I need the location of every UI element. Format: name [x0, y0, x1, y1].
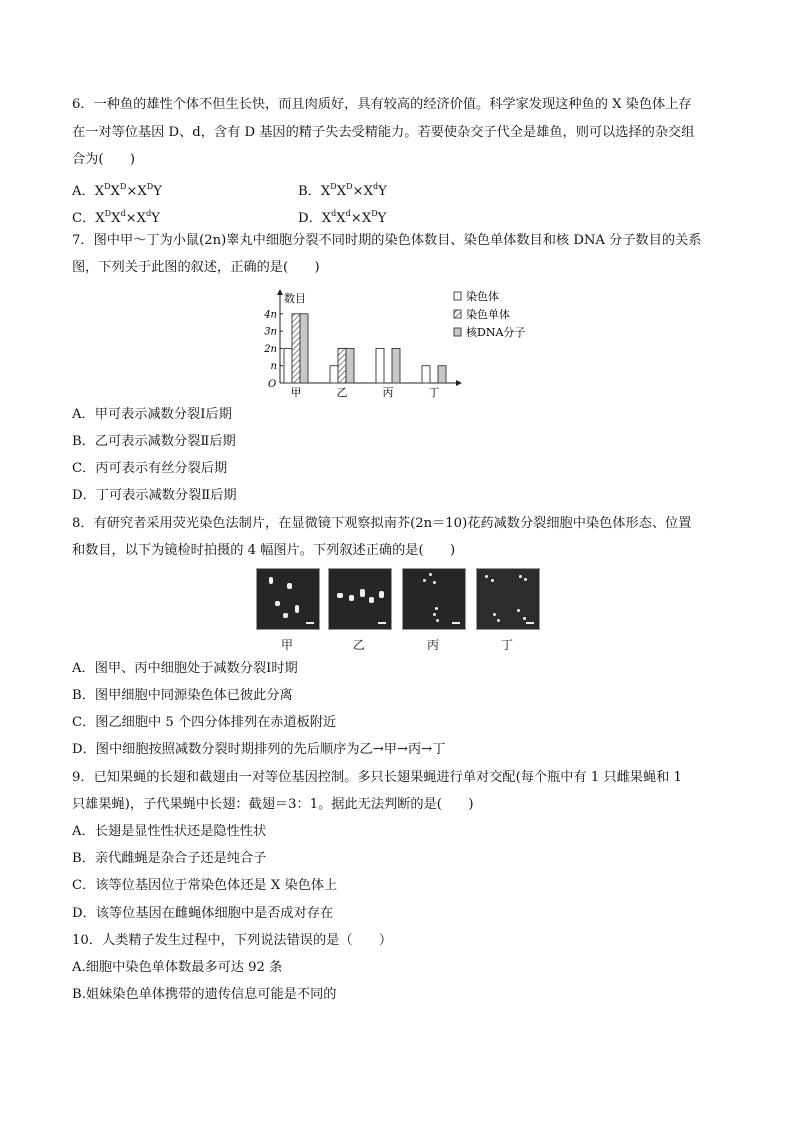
q6-d-sup: d — [345, 209, 351, 218]
photo-label-bing: 丙 — [426, 638, 439, 652]
q7-option-a: A．甲可表示减数分裂Ⅰ后期 — [72, 407, 232, 422]
bar-chromosome — [422, 366, 430, 383]
bar-chromatid — [338, 348, 346, 383]
q8-option-d: D．图中细胞按照减数分裂时期排列的先后顺序为乙→甲→丙→丁 — [72, 742, 446, 757]
q8-stem-line-2: 和数目，以下为镜检时拍摄的 4 幅图片。下列叙述正确的是( ) — [72, 543, 456, 558]
micrograph-bing — [402, 568, 466, 630]
y-axis-label: 数目 — [284, 292, 306, 305]
chart-svg — [258, 288, 558, 400]
q6-c-sup: d — [120, 209, 126, 218]
micrograph-jia — [256, 568, 320, 630]
q6-option-c — [72, 205, 160, 228]
photo-label-ding: 丁 — [500, 638, 513, 652]
q6-d-sup: d — [331, 209, 337, 218]
q6-option-b — [298, 178, 387, 201]
q6-option-a — [72, 178, 162, 201]
x-tick-label: 乙 — [336, 386, 348, 399]
q8-stem-line-1: 8．有研究者采用荧光染色法制片，在显微镜下观察拟南芥(2n＝10)花药减数分裂细胞中染色体形态、位置 — [72, 516, 692, 531]
y-tick-label: 4n — [264, 309, 277, 321]
y-axis-arrow — [277, 289, 283, 295]
x-axis-arrow — [456, 380, 462, 386]
photo-label-jia: 甲 — [280, 638, 293, 652]
bar-chromosome — [376, 348, 384, 383]
q9-option-a: A．长翅是显性性状还是隐性性状 — [72, 824, 267, 839]
q6-a-text: X — [110, 184, 120, 199]
micrograph-yi — [328, 568, 392, 630]
y-tick-label: 2n — [264, 343, 277, 355]
legend-label: 染色体 — [466, 290, 499, 303]
y-tick-label: 3n — [264, 326, 277, 338]
q6-option-d — [298, 205, 386, 228]
q9-stem-line-2: 只雄果蝇)，子代果蝇中长翅：截翅＝3：1。据此无法判断的是( ) — [72, 797, 474, 812]
x-tick-label: 丙 — [382, 386, 394, 399]
bar-chromatid — [292, 314, 300, 383]
q6-d-text: X — [336, 211, 346, 226]
q6-a-sup: D — [146, 182, 154, 191]
q9-option-c: C．该等位基因位于常染色体还是 X 染色体上 — [72, 878, 338, 893]
x-tick-label: 丁 — [428, 386, 440, 399]
q6-stem-line-1: 6．一种鱼的雄性个体不但生长快，而且肉质好，具有较高的经济价值。科学家发现这种鱼的 X 染色体上存 — [72, 97, 692, 112]
q6-c-sup: d — [146, 209, 152, 218]
bar-dna — [392, 348, 400, 383]
bar-chromosome — [284, 348, 292, 383]
bar-dna — [346, 348, 354, 383]
q6-stem-line-2: 在一对等位基因 D、d，含有 D 基因的精子失去受精能力。若要使杂交子代全是雄鱼，则可以选择的杂交组 — [72, 125, 695, 140]
q9-option-d: D．该等位基因在雌蝇体细胞中是否成对存在 — [72, 906, 334, 921]
q6-a-text: Y — [153, 184, 162, 199]
x-tick-label: 甲 — [290, 386, 302, 399]
q9-option-b: B．亲代雌蝇是杂合子还是纯合子 — [72, 851, 267, 866]
q7-stem-line-1: 7．图中甲～丁为小鼠(2n)睾丸中细胞分裂不同时期的染色体数目、染色单体数目和核 DNA 分子数目的关系 — [72, 233, 702, 248]
legend-swatch — [454, 310, 461, 318]
q8-option-b: B．图甲细胞中同源染色体已彼此分离 — [72, 688, 293, 703]
q6-c-text: ×X — [125, 211, 147, 226]
micrograph-ding — [476, 568, 540, 630]
q6-c-text: X — [111, 211, 121, 226]
origin-label: O — [268, 379, 277, 390]
legend-label: 染色单体 — [466, 308, 510, 321]
q10-option-a: A.细胞中染色单体数最多可达 92 条 — [72, 960, 283, 975]
q8-option-a: A．图甲、丙中细胞处于减数分裂Ⅰ时期 — [72, 661, 298, 676]
q6-b-text: X — [336, 184, 347, 199]
q6-b-sup: d — [372, 182, 379, 191]
q6-d-text: D．X — [298, 211, 332, 226]
legend-swatch — [454, 292, 461, 300]
q7-stem-line-2: 图，下列关于此图的叙述，正确的是( ) — [72, 260, 320, 275]
bar-chromosome — [330, 366, 338, 383]
legend-label: 核DNA分子 — [466, 326, 526, 339]
q6-b-sup: D — [346, 182, 353, 191]
q9-stem-line-1: 9．已知果蝇的长翅和截翅由一对等位基因控制。多只长翅果蝇进行单对交配(每个瓶中有 1 只雌果蝇和 1 — [72, 770, 682, 785]
q7-option-c: C．丙可表示有丝分裂后期 — [72, 461, 228, 476]
bar-dna — [300, 314, 308, 383]
q6-a-text: ×X — [126, 184, 147, 199]
q10-option-b: B.姐妹染色单体携带的遗传信息可能是不同的 — [72, 987, 337, 1002]
photo-label-yi: 乙 — [352, 638, 365, 652]
q7-option-b: B．乙可表示减数分裂Ⅱ后期 — [72, 434, 236, 449]
q6-a-sup: D — [104, 182, 111, 191]
legend-swatch — [454, 328, 461, 336]
bar-dna — [438, 366, 446, 383]
q6-b-text: Y — [378, 184, 387, 199]
q8-micrograph-panel — [254, 568, 544, 652]
q6-b-sup: D — [330, 182, 337, 191]
q6-d-text: ×X — [350, 211, 372, 226]
q6-c-text: C．X — [72, 211, 105, 226]
q6-b-text: ×X — [352, 184, 373, 199]
q7-bar-chart — [258, 288, 558, 400]
q6-d-text: Y — [377, 211, 387, 226]
q6-a-sup: D — [119, 182, 127, 191]
q6-b-text: B．X — [298, 184, 331, 199]
q6-c-text: Y — [151, 211, 160, 226]
q8-option-c: C．图乙细胞中 5 个四分体排列在赤道板附近 — [72, 715, 337, 730]
q6-d-sup: D — [371, 209, 378, 218]
q7-option-d: D．丁可表示减数分裂Ⅱ后期 — [72, 488, 237, 503]
q6-a-text: A．X — [72, 184, 105, 199]
y-tick-label: n — [270, 361, 277, 373]
q6-stem-line-3: 合为( ) — [72, 152, 136, 167]
q10-stem: 10．人类精子发生过程中，下列说法错误的是（ ） — [72, 933, 393, 948]
q6-c-sup: D — [104, 209, 112, 218]
